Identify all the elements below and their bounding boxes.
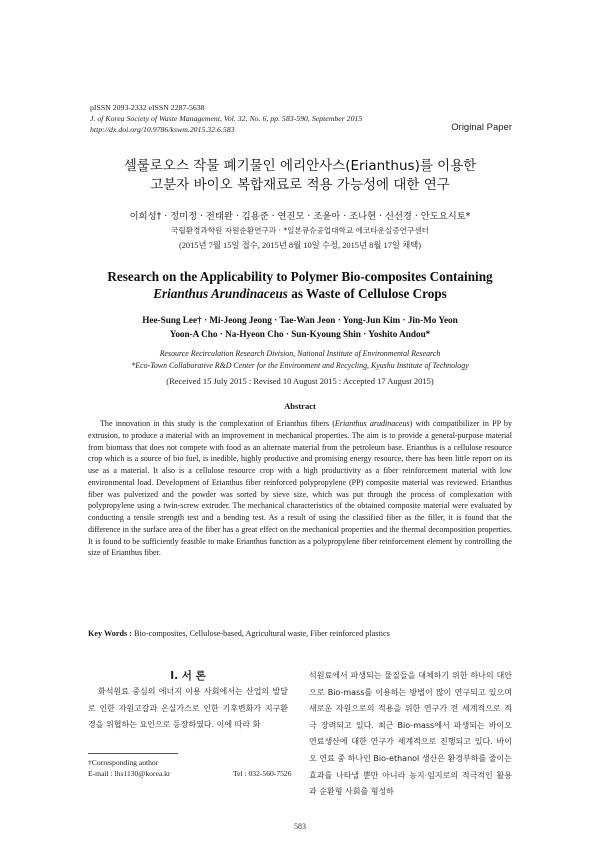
footnote-email: E-mail : lhs1130@korea.kr	[88, 769, 171, 778]
korean-dates: (2015년 7월 15일 접수, 2015년 8월 10일 수정, 2015년 8월 17일 채택)	[178, 241, 422, 250]
footnote-corresponding: †Corresponding author	[88, 758, 159, 767]
abstract-heading: Abstract	[284, 401, 316, 411]
english-title-rest: as Waste of Cellulose Crops	[287, 286, 447, 301]
korean-title-line-1: 셀룰로오스 작물 폐기물인 에리안사스(Erianthus)를 이용한	[123, 158, 477, 174]
keywords-label: Key Words :	[88, 629, 132, 638]
article-type-label: Original Paper	[451, 122, 512, 133]
doi-link[interactable]: http://dx.doi.org/10.9786/kswm.2015.32.6.583	[90, 125, 235, 134]
keywords	[88, 629, 390, 638]
english-authors-line-1: Hee-Sung Lee† · Mi-Jeong Jeong · Tae-Wan Jeon · Yong-Jun Kim · Jin-Mo Yeon	[142, 315, 458, 325]
korean-authors: 이희성† · 정미정 · 전태완 · 김용준 · 연진모 · 조윤아 · 조나현 · 신선경 · 안도요시토*	[129, 211, 471, 222]
issn-line: pISSN 2093-2332 eISSN 2287-5638	[90, 103, 205, 112]
page-number: 583	[294, 822, 306, 831]
body-column-right: 석원료에서 파생되는 물질들을 대체하기 위한 하나의 대안으로 Bio-mass를 이용하는 방법이 많이 연구되고 있으며 새로운 자원으로의 적용을 위한 연구가 전 세계적으로 적극 장려되고 있다. 최근 Bio-mass에서 파생되는 바이오 연료생산에 대한 연구가 세계적으로 진행되고 있다. 바이오 연료 중 하나인 Bio-ethanol 생산은 환경부하를 줄이는 효과를 나타낼 뿐만 아니라 농지·임지로의 적극적인 활용과 순환형 사회를 형성하	[309, 671, 512, 797]
abstract-body	[88, 418, 512, 559]
abstract-text-2: ) with compatibilizer in PP by extrusion, to produce a material with an improvement in mechanical properties. The aim is to provide a general-purpose material from biomass that does not compete with food as an alternate material from the petroleum base. Erianthus is a cellulose resource crop which is a source of bio fuel, is inedible, highly productive and promising energy resource, there has been little report on its use as a material. It also is a cellulose resource crop with a high productivity as a fiber reinforcement material with low environmental load. Development of Erianthus fiber reinforced polypropylene (PP) composite material was reviewed. Erianthus fiber was pulverized and the powder was sorted by sieve size, which was put through the process of complexation with polypropylene using a twin-screw extruder. The mechanical characteristics of the obtained composite material were evaluated by conducting a tensile strength test and a bending test. As a result of using the classified fiber as the filler, it is found that the difference in the surface area of the fiber has a great effect on the mechanical properties and the thermal decomposition properties. It is found to be sufficiently feasible to make Erianthus function as a polypropylene fiber reinforcement element by controlling the size of Erianthus fiber.	[88, 419, 512, 558]
english-dates: (Received 15 July 2015 : Revised 10 August 2015 : Accepted 17 August 2015)	[166, 376, 434, 386]
english-affiliation-2: *Eco-Town Collaborative R&D Center for the Environment and Recycling, Kyushu Institute of Technology	[131, 361, 469, 370]
body-column-left: 화석원료 중심의 에너지 이용 사회에서는 산업의 발달로 인한 자원고갈과 온실가스로 인한 기후변화가 지구환경을 위협하는 요인으로 등장하였다. 이에 따라 화	[88, 687, 288, 730]
english-title-line-2	[0, 285, 600, 302]
footnote	[88, 757, 292, 779]
journal-citation: J. of Korea Society of Waste Management, Vol. 32, No. 6, pp. 583-590, September 2015	[90, 114, 363, 123]
korean-affiliation: 국립환경과학원 자원순환연구과 · *일본큐슈공업대학교 에코타운실증연구센터	[171, 226, 429, 235]
korean-title-line-2: 고분자 바이오 복합재료로 적용 가능성에 대한 연구	[150, 177, 450, 193]
english-title-line-1: Research on the Applicability to Polymer Bio-composites Containing	[107, 269, 493, 284]
abstract-text-1: The innovation in this study is the complexation of Erianthus fibers (	[100, 419, 335, 428]
english-title-italic: Erianthus Arundinaceus	[153, 286, 288, 301]
section-heading: I. 서 론	[170, 670, 206, 682]
footnote-tel: Tel : 032-560-7526	[233, 769, 292, 778]
english-authors-line-2: Yoon-A Cho · Na-Hyeon Cho · Sun-Kyoung Shin · Yoshito Andou*	[169, 329, 431, 339]
english-affiliation-1: Resource Recirculation Research Division, National Institute of Environmental Research	[159, 349, 441, 358]
keywords-list: Bio-composites, Cellulose-based, Agricultural waste, Fiber reinforced plastics	[131, 629, 390, 638]
journal-header	[90, 102, 362, 135]
abstract-species-name: Erianthus arudinaceus	[334, 419, 410, 428]
footnote-divider	[88, 753, 178, 754]
